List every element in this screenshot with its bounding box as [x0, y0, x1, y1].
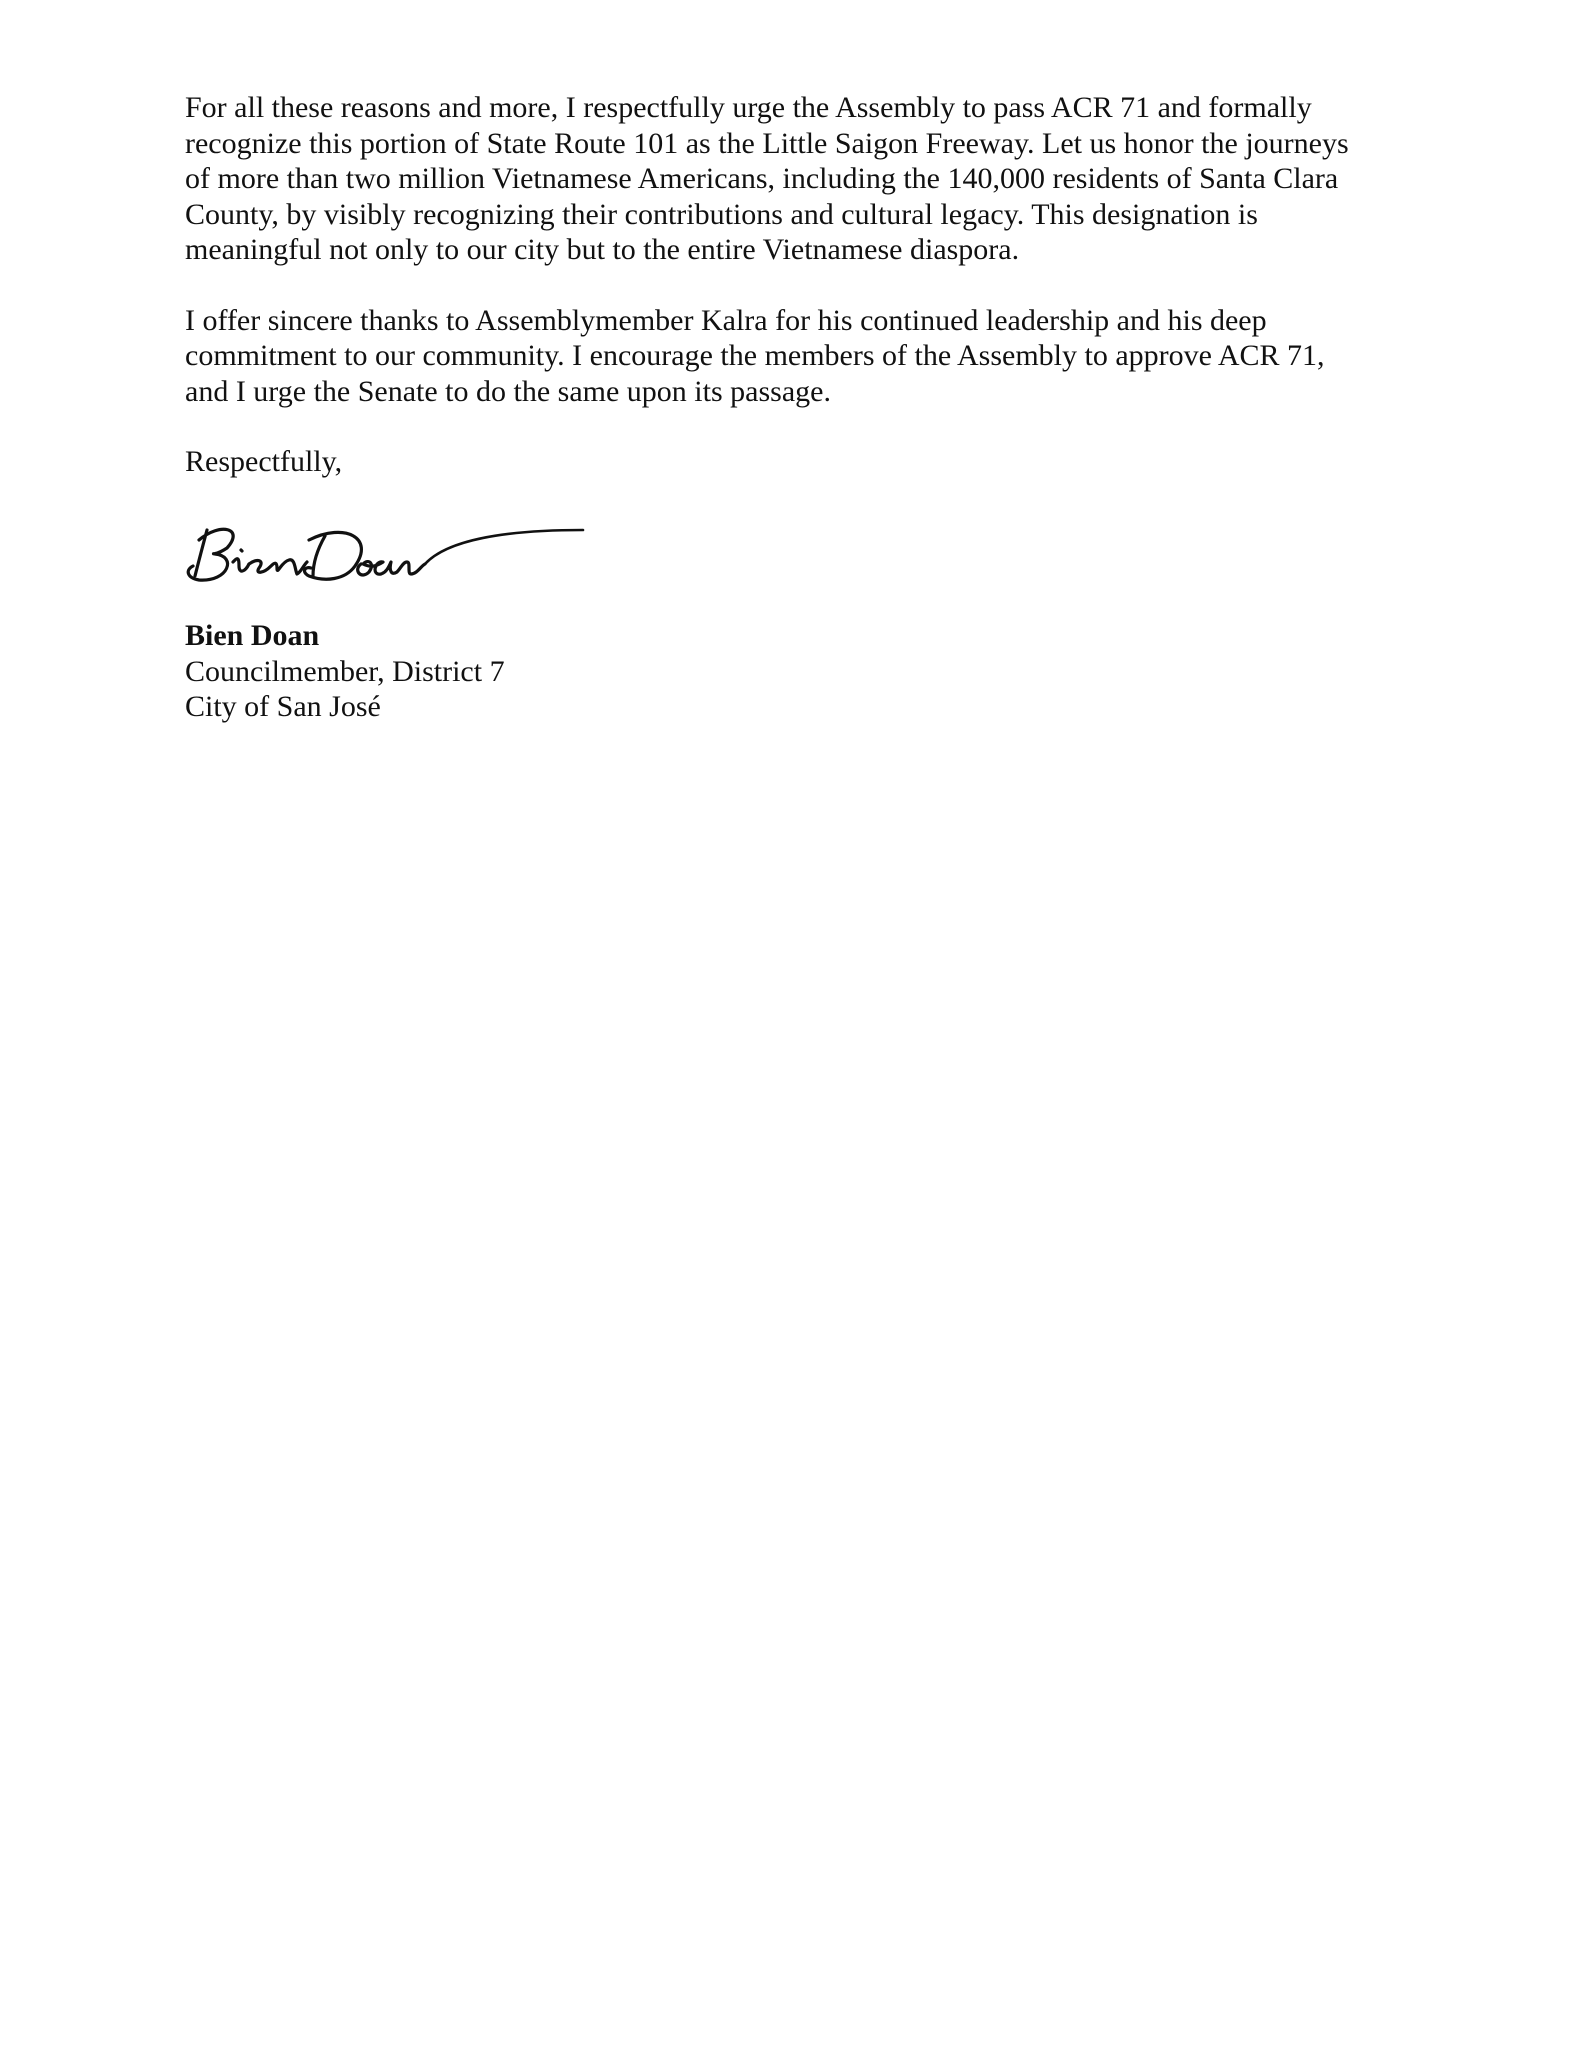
signer-title: Councilmember, District 7	[185, 654, 505, 688]
text-line: meaningful not only to our city but to the entire Vietnamese diaspora.	[185, 233, 1020, 266]
signer-name: Bien Doan	[185, 619, 320, 652]
text-line: commitment to our community. I encourage the members of the Assembly to approve ACR 71,	[185, 339, 1325, 372]
signer-block	[185, 618, 505, 725]
letter-body	[185, 90, 1415, 480]
text-line: of more than two million Vietnamese Americans, including the 140,000 residents of Santa Clara	[185, 162, 1339, 195]
text-line: recognize this portion of State Route 101 as the Little Saigon Freeway. Let us honor the journeys	[185, 126, 1349, 160]
text-line: For all these reasons and more, I respectfully urge the Assembly to pass ACR 71 and formally	[185, 91, 1312, 124]
paragraph-reasons	[185, 90, 1415, 268]
text-line: and I urge the Senate to do the same upon its passage.	[185, 374, 831, 408]
signer-organization: City of San José	[185, 690, 381, 723]
closing-salutation: Respectfully,	[185, 445, 343, 478]
text-line: I offer sincere thanks to Assemblymember Kalra for his continued leadership and his deep	[185, 303, 1267, 337]
text-line: County, by visibly recognizing their contributions and cultural legacy. This designation is	[185, 197, 1258, 231]
paragraph-thanks	[185, 303, 1415, 410]
handwritten-signature	[185, 520, 585, 590]
